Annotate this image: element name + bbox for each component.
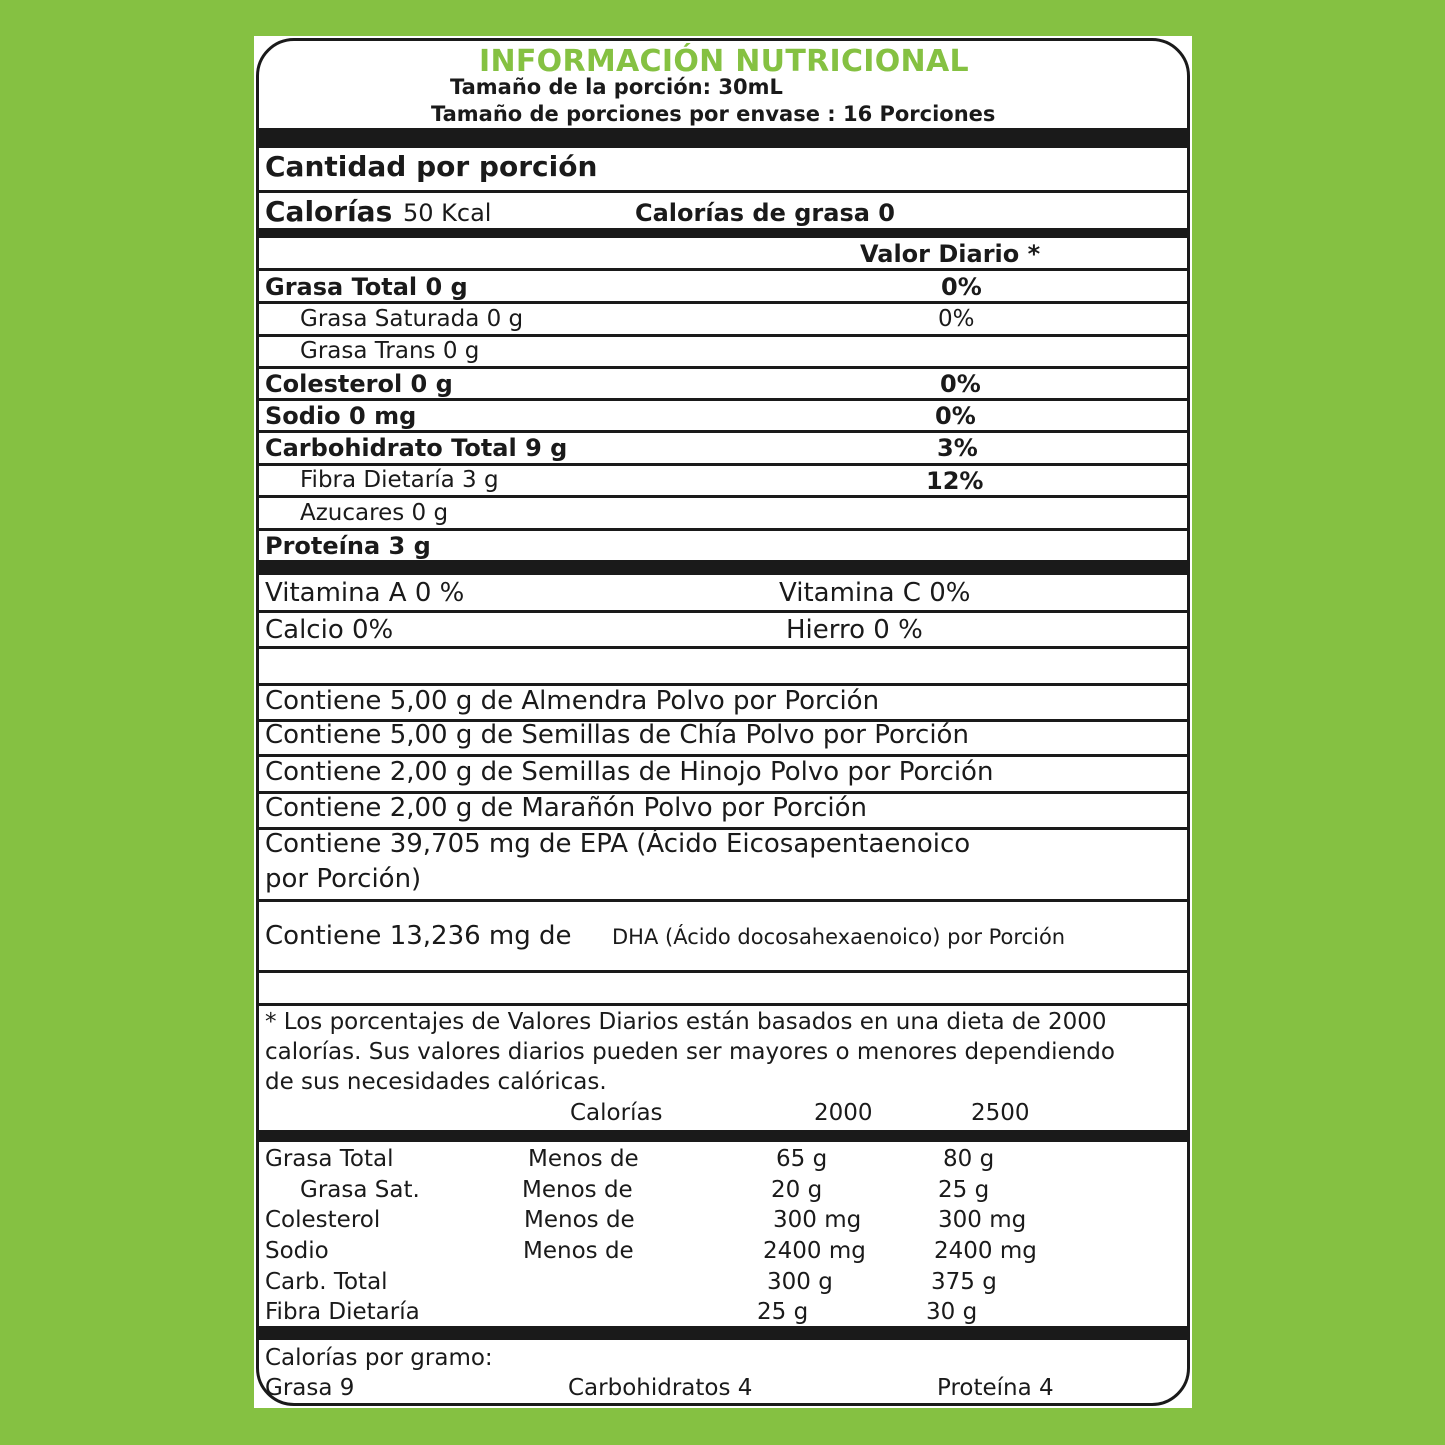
reference-header: 2500	[971, 1100, 1030, 1126]
reference-value-2000: 300 g	[767, 1269, 833, 1295]
content-line: por Porción)	[265, 864, 422, 894]
nutrient-dv: 3%	[937, 434, 978, 462]
nutrient-name: Azucares 0 g	[300, 500, 449, 526]
reference-name: Fibra Dietaría	[265, 1299, 420, 1325]
footnote-line: * Los porcentajes de Valores Diarios están basados en una dieta de 2000	[265, 1009, 1107, 1035]
calories-per-gram-protein: Proteína 4	[937, 1375, 1054, 1401]
content-line: Contiene 5,00 g de Almendra Polvo por Porción	[265, 686, 880, 716]
reference-value-2000: 300 mg	[773, 1207, 862, 1233]
nutrient-name: Grasa Saturada 0 g	[300, 306, 524, 332]
reference-name: Grasa Sat.	[300, 1177, 420, 1203]
calories-label: Calorías	[265, 195, 393, 228]
reference-header: Calorías	[570, 1100, 663, 1126]
nutrient-name: Sodio 0 mg	[265, 402, 417, 430]
nutrient-name: Proteína 3 g	[265, 532, 431, 560]
reference-qualifier: Menos de	[523, 1238, 634, 1264]
content-line: Contiene 2,00 g de Marañón Polvo por Porción	[265, 793, 867, 823]
label-title: INFORMACIÓN NUTRICIONAL	[479, 44, 969, 79]
content-line: DHA (Ácido docosahexaenoico) por Porción	[612, 925, 1066, 949]
calories-per-gram-carbs: Carbohidratos 4	[568, 1375, 753, 1401]
nutrient-name: Fibra Dietaría 3 g	[300, 467, 499, 493]
reference-name: Colesterol	[265, 1207, 381, 1233]
nutrient-dv: 0%	[938, 306, 975, 332]
servings-per-container: Tamaño de porciones por envase : 16 Porciones	[431, 102, 996, 126]
reference-value-2500: 25 g	[938, 1177, 990, 1203]
reference-value-2500: 30 g	[926, 1299, 978, 1325]
reference-value-2500: 2400 mg	[934, 1238, 1037, 1264]
calories-per-gram-fat: Grasa 9	[265, 1375, 355, 1401]
content-line: Contiene 5,00 g de Semillas de Chía Polvo por Porción	[265, 720, 969, 750]
nutrient-name: Grasa Total 0 g	[265, 273, 468, 301]
reference-value-2000: 2400 mg	[763, 1238, 866, 1264]
calories-per-gram-label: Calorías por gramo:	[265, 1345, 493, 1371]
serving-size: Tamaño de la porción: 30mL	[450, 75, 783, 99]
nutrient-name: Grasa Trans 0 g	[300, 338, 480, 364]
nutrient-dv: 0%	[940, 370, 981, 398]
reference-value-2500: 375 g	[931, 1269, 997, 1295]
fat-calories: Calorías de grasa 0	[635, 199, 895, 227]
nutrient-dv: 12%	[926, 467, 984, 495]
vitamin-a: Vitamina A 0 %	[265, 578, 465, 608]
daily-value-header: Valor Diario *	[860, 240, 1041, 268]
reference-name: Carb. Total	[265, 1269, 388, 1295]
footnote-line: de sus necesidades calóricas.	[265, 1069, 607, 1095]
nutrient-dv: 0%	[941, 273, 982, 301]
nutrient-name: Carbohidrato Total 9 g	[265, 434, 568, 462]
vitamin-c: Vitamina C 0%	[779, 578, 971, 608]
reference-qualifier: Menos de	[522, 1177, 633, 1203]
iron: Hierro 0 %	[786, 615, 923, 645]
reference-value-2500: 80 g	[943, 1146, 995, 1172]
reference-qualifier: Menos de	[524, 1207, 635, 1233]
reference-value-2500: 300 mg	[938, 1207, 1027, 1233]
content-line: Contiene 13,236 mg de	[265, 921, 572, 951]
reference-value-2000: 20 g	[771, 1177, 823, 1203]
reference-value-2000: 65 g	[776, 1146, 828, 1172]
reference-name: Grasa Total	[265, 1146, 394, 1172]
calories-value: 50 Kcal	[403, 199, 492, 227]
amount-per-serving: Cantidad por porción	[265, 150, 598, 183]
content-line: Contiene 39,705 mg de EPA (Ácido Eicosapentaenoico	[265, 829, 971, 859]
calcium: Calcio 0%	[265, 615, 394, 645]
nutrient-dv: 0%	[935, 402, 976, 430]
reference-value-2000: 25 g	[757, 1299, 809, 1325]
nutrient-name: Colesterol 0 g	[265, 370, 453, 398]
footnote-line: calorías. Sus valores diarios pueden ser mayores o menores dependiendo	[265, 1039, 1115, 1065]
content-line: Contiene 2,00 g de Semillas de Hinojo Polvo por Porción	[265, 757, 994, 787]
reference-name: Sodio	[265, 1238, 329, 1264]
reference-header: 2000	[814, 1100, 873, 1126]
reference-qualifier: Menos de	[528, 1146, 639, 1172]
